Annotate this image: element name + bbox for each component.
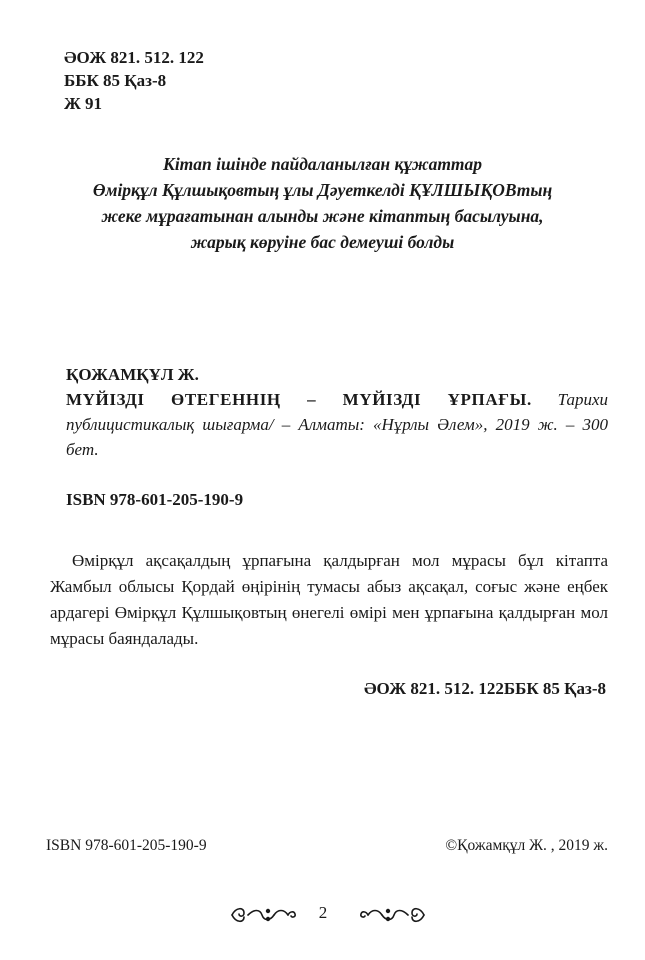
sponsor-note bbox=[40, 151, 605, 255]
catalog-codes bbox=[64, 46, 204, 115]
page-number: 2 bbox=[318, 903, 328, 922]
sponsor-line-2: Өмірқұл Құлшықовтың ұлы Дәуеткелді ҚҰЛШЫҚОВтың bbox=[92, 180, 553, 200]
sponsor-line-1: Кітап ішінде пайдаланылған құжаттар bbox=[162, 154, 483, 174]
udc-code: ӘОЖ 821. 512. 122 bbox=[64, 48, 204, 67]
record-title: МҮЙІЗДІ ӨТЕГЕННІҢ – МҮЙІЗДІ ҰРПАҒЫ. bbox=[66, 390, 532, 409]
lbc-code: ББК 85 Қаз-8 bbox=[64, 71, 167, 90]
left-ornament-icon bbox=[228, 903, 300, 927]
copyright-notice: ©Қожамқұл Ж. , 2019 ж. bbox=[445, 837, 608, 854]
classification-line: ӘОЖ 821. 512. 122ББК 85 Қаз-8 bbox=[363, 679, 606, 698]
page-footer bbox=[0, 900, 645, 930]
isbn-record: ISBN 978-601-205-190-9 bbox=[66, 490, 244, 509]
author-mark: Ж 91 bbox=[64, 94, 103, 113]
annotation-paragraph bbox=[50, 548, 608, 652]
record-description: Тарихи публицистикалық шығарма/ – Алматы: «Нұрлы Әлем», 2019 ж. – 300 бет. bbox=[66, 390, 609, 459]
annotation-text: Өмірқұл ақсақалдың ұрпағына қалдырған мол мұрасы бұл кітапта Жамбыл облысы Қордай өңірінің тумасы абыз ақсақал, соғыс және еңбек ардагері Өмірқұл Құлшықовтың өнегелі өмірі мен ұрпағына қалдырған мол мұрасы баяндалады. bbox=[50, 551, 608, 648]
record-author: ҚОЖАМҚҰЛ Ж. bbox=[66, 365, 199, 384]
sponsor-line-4: жарық көруіне бас демеуші болды bbox=[190, 232, 455, 252]
bibliographic-record bbox=[66, 362, 608, 462]
sponsor-line-3: жеке мұрағатынан алынды және кітаптың басылуына, bbox=[101, 206, 544, 226]
footer-isbn: ISBN 978-601-205-190-9 bbox=[46, 837, 207, 854]
right-ornament-icon bbox=[356, 903, 428, 927]
